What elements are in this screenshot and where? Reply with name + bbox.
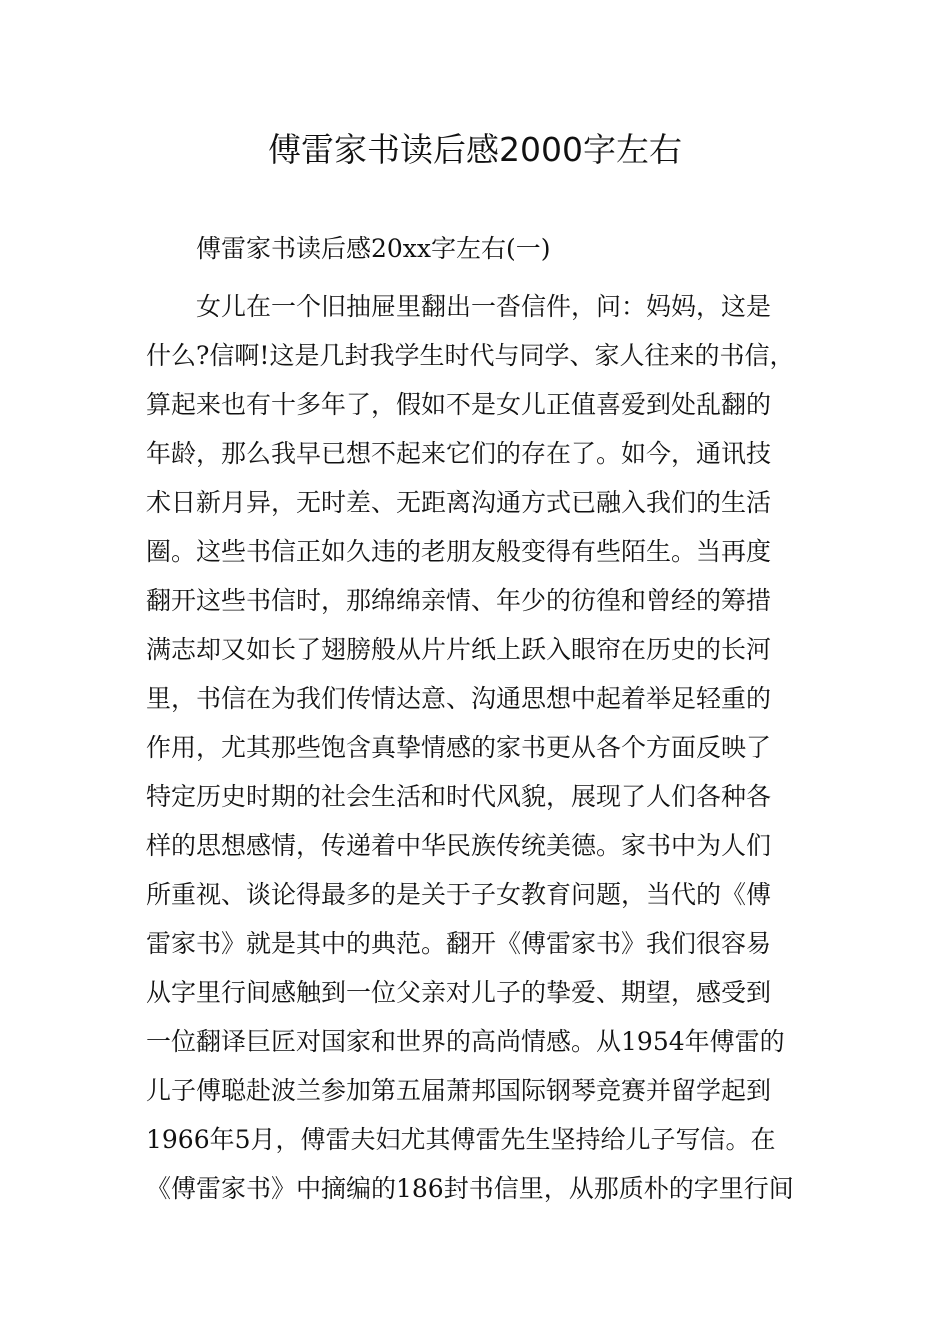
text-line: 年龄，那么我早已想不起来它们的存在了。如今，通讯技 — [146, 439, 772, 468]
text-line: 一位翻译巨匠对国家和世界的高尚情感。从1954年傅雷的 — [146, 1027, 785, 1056]
text-line: 特定历史时期的社会生活和时代风貌，展现了人们各种各 — [146, 782, 772, 811]
text-line: 女儿在一个旧抽屉里翻出一沓信件，问：妈妈，这是 — [146, 292, 772, 321]
text-line: 从字里行间感触到一位父亲对儿子的挚爱、期望，感受到 — [146, 978, 772, 1007]
text-line: 算起来也有十多年了，假如不是女儿正值喜爱到处乱翻的 — [146, 390, 772, 419]
text-line: 术日新月异，无时差、无距离沟通方式已融入我们的生活 — [146, 488, 772, 517]
text-line: 样的思想感情，传递着中华民族传统美德。家书中为人们 — [146, 831, 772, 860]
text-line: 什么?信啊!这是几封我学生时代与同学、家人往来的书信， — [146, 341, 795, 370]
text-line: 里，书信在为我们传情达意、沟通思想中起着举足轻重的 — [146, 684, 772, 713]
text-line: 儿子傅聪赴波兰参加第五届萧邦国际钢琴竞赛并留学起到 — [146, 1076, 772, 1105]
text-line: 雷家书》就是其中的典范。翻开《傅雷家书》我们很容易 — [146, 929, 772, 958]
text-line: 圈。这些书信正如久违的老朋友般变得有些陌生。当再度 — [146, 537, 772, 566]
section-heading: 傅雷家书读后感20xx字左右(一) — [196, 234, 551, 263]
text-line: 1966年5月，傅雷夫妇尤其傅雷先生坚持给儿子写信。在 — [146, 1125, 776, 1154]
text-line: 作用，尤其那些饱含真挚情感的家书更从各个方面反映了 — [146, 733, 772, 762]
text-line: 所重视、谈论得最多的是关于子女教育问题，当代的《傅 — [146, 880, 772, 909]
document-title: 傅雷家书读后感2000字左右 — [268, 130, 682, 169]
body-paragraph — [146, 282, 808, 1213]
text-line: 满志却又如长了翅膀般从片片纸上跃入眼帘在历史的长河 — [146, 635, 772, 664]
text-line: 《傅雷家书》中摘编的186封书信里，从那质朴的字里行间 — [146, 1174, 794, 1203]
text-line: 翻开这些书信时，那绵绵亲情、年少的彷徨和曾经的筹措 — [146, 586, 772, 615]
